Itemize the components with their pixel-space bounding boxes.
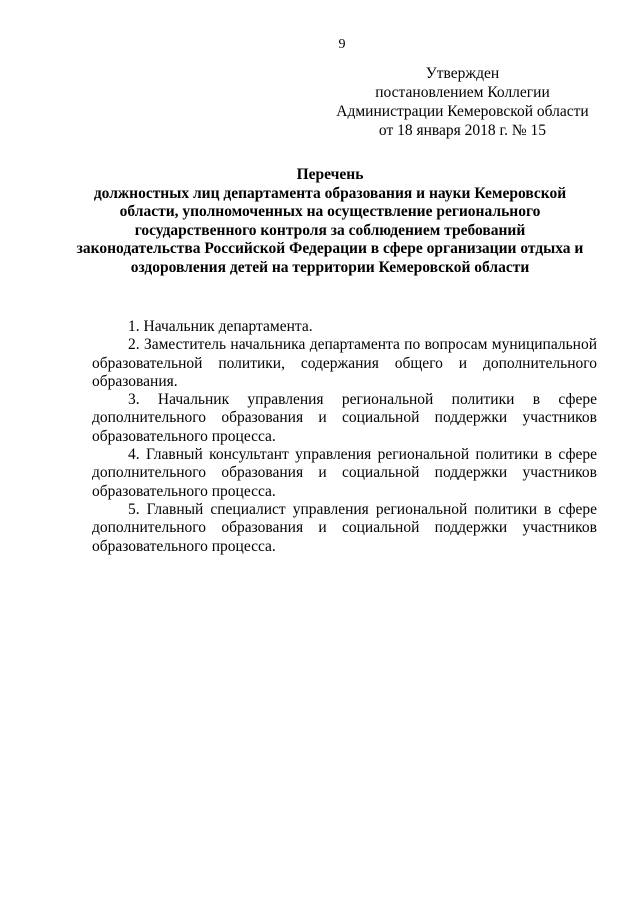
approval-line: постановлением Коллегии xyxy=(375,84,550,101)
title-line: оздоровления детей на территории Кемеровской области xyxy=(130,258,530,276)
title-line: области, уполномоченных на осуществление регионального xyxy=(119,203,541,221)
list-item: 2. Заместитель начальника департамента по вопросам муниципальной образовательной политики, содержания общего и дополнительного образования. xyxy=(92,336,597,390)
title-heading: Перечень xyxy=(296,166,364,183)
page-number: 9 xyxy=(338,37,346,52)
positions-list xyxy=(92,318,597,556)
approval-line: Утвержден xyxy=(425,65,500,82)
approval-line: Администрации Кемеровской области xyxy=(336,103,589,120)
title-line: законодательства Российской Федерации в сфере организации отдыха и xyxy=(76,240,584,258)
title-line: должностных лиц департамента образования и науки Кемеровской xyxy=(93,184,567,202)
list-item: 1. Начальник департамента. xyxy=(128,318,313,335)
list-item: 4. Главный консультант управления региональной политики в сфере дополнительного образования и социальной поддержки участников образовательного процесса. xyxy=(92,446,597,500)
title-line: государственного контроля за соблюдением требований xyxy=(134,221,526,239)
list-item: 3. Начальник управления региональной политики в сфере дополнительного образования и социальной поддержки участников образовательного процесса. xyxy=(92,391,597,445)
list-item: 5. Главный специалист управления региональной политики в сфере дополнительного образования и социальной поддержки участников образовательного процесса. xyxy=(92,500,597,555)
document-title xyxy=(60,166,600,278)
approval-stamp-block xyxy=(300,64,625,140)
approval-line: от 18 января 2018 г. № 15 xyxy=(378,122,547,139)
